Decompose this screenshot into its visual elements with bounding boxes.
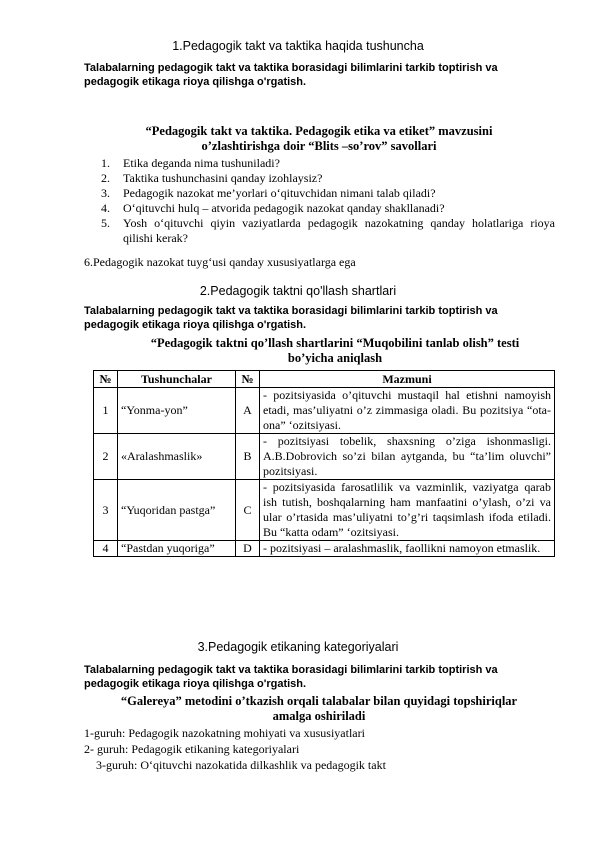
row-content: - pozitsiyasida farosatlilik va vazminlik, vaziyatga qarab ish tutish, boshqalarning ham manfaatini o’ylash, o’zi va ular o’rtasida mas’uliyatni to’g’ri taqsimlash ifoda etiladi. Bu “katta odam” ‘ozitsiyasi. bbox=[260, 480, 555, 541]
row-number: 1 bbox=[94, 388, 118, 434]
question-6: 6.Pedagogik nazokat tuyg‘usi qanday xususiyatlarga ega bbox=[84, 255, 356, 269]
column-header: № bbox=[236, 371, 260, 388]
row-content: - pozitsiyasida o’qituvchi mustaqil hal etishni namoyish etadi, mas’uliyatni o’z zimmasiga oladi. Bu pozitsiya “ota-ona” ‘ozitsiyasi. bbox=[260, 388, 555, 434]
row-letter: C bbox=[236, 480, 260, 541]
section2-block-title bbox=[100, 336, 570, 366]
group-2: 2- guruh: Pedagogik etikaning kategoriyalari bbox=[84, 742, 300, 756]
section1-heading: 1.Pedagogik takt va taktika haqida tushuncha bbox=[172, 39, 424, 53]
table-row bbox=[94, 434, 555, 480]
conditions-table bbox=[93, 370, 555, 557]
table-header-row bbox=[94, 371, 555, 388]
section1-block-title-line2: o’zlashtirishga doir “Blits –so’rov” savollari bbox=[201, 139, 437, 153]
section2-heading: 2.Pedagogik taktni qo'llash shartlari bbox=[199, 284, 397, 298]
row-number: 2 bbox=[94, 434, 118, 480]
section3-intro: Talabalarning pedagogik takt va taktika borasidagi bilimlarini tarkib toptirish va pedagogik etikaga rioya qilishga o'rgatish. bbox=[84, 664, 498, 690]
section2-block-title-line1: “Pedagogik taktni qo’llash shartlarini “Muqobilini tanlab olish” testi bbox=[150, 336, 520, 350]
question-item: 3. Pedagogik nazokat me’yorlari o‘qituvchidan nimani talab qiladi? bbox=[101, 186, 436, 200]
row-content: - pozitsiyasi – aralashmaslik, faollikni namoyon etmaslik. bbox=[260, 541, 555, 557]
row-content: - pozitsiyasi tobelik, shaxsning o’ziga ishonmasligi. A.B.Dobrovich so’zi bilan aytganda, bu “ta’lim oluvchi” pozitsiyasi. bbox=[260, 434, 555, 480]
row-term: «Aralashmaslik» bbox=[118, 434, 236, 480]
column-header: № bbox=[94, 371, 118, 388]
table-row bbox=[94, 388, 555, 434]
question-item: 5. Yosh o‘qituvchi qiyin vaziyatlarda pedagogik nazokatning qanday holatlariga rioya qilishi kerak? bbox=[101, 216, 555, 245]
row-letter: D bbox=[236, 541, 260, 557]
section3-heading: 3.Pedagogik etikaning kategoriyalari bbox=[197, 640, 399, 654]
table-row bbox=[94, 480, 555, 541]
row-letter: B bbox=[236, 434, 260, 480]
question-item: 4. O‘qituvchi hulq – atvorida pedagogik nazokat qanday shakllanadi? bbox=[101, 201, 445, 215]
section1-question-list bbox=[101, 156, 555, 246]
group-3: 3-guruh: O‘qituvchi nazokatida dilkashlik va pedagogik takt bbox=[96, 758, 386, 772]
column-header: Tushunchalar bbox=[118, 371, 236, 388]
section3-block-title-line2: amalga oshiriladi bbox=[272, 709, 366, 723]
group-1: 1-guruh: Pedagogik nazokatning mohiyati va xususiyatlari bbox=[84, 726, 365, 740]
section1-block-title-line1: “Pedagogik takt va taktika. Pedagogik etika va etiket” mavzusini bbox=[145, 124, 493, 138]
section2-block-title-line2: bo’yicha aniqlash bbox=[287, 351, 383, 365]
row-number: 4 bbox=[94, 541, 118, 557]
section3-block-title bbox=[84, 694, 554, 724]
question-item: 1. Etika deganda nima tushuniladi? bbox=[101, 156, 280, 170]
row-number: 3 bbox=[94, 480, 118, 541]
row-term: “Pastdan yuqoriga” bbox=[118, 541, 236, 557]
question-item: 2. Taktika tushunchasini qanday izohlaysiz? bbox=[101, 171, 323, 185]
row-term: “Yuqoridan pastga” bbox=[118, 480, 236, 541]
section1-block-title bbox=[84, 124, 554, 154]
section2-intro: Talabalarning pedagogik takt va taktika borasidagi bilimlarini tarkib toptirish va pedagogik etikaga rioya qilishga o'rgatish. bbox=[84, 305, 498, 331]
row-letter: A bbox=[236, 388, 260, 434]
column-header: Mazmuni bbox=[260, 371, 555, 388]
table-row bbox=[94, 541, 555, 557]
section1-intro: Talabalarning pedagogik takt va taktika borasidagi bilimlarini tarkib toptirish va pedagogik etikaga rioya qilishga o'rgatish. bbox=[84, 62, 498, 88]
row-term: “Yonma-yon” bbox=[118, 388, 236, 434]
section3-block-title-line1: “Galereya” metodini o’tkazish orqali talabalar bilan quyidagi topshiriqlar bbox=[120, 694, 518, 708]
